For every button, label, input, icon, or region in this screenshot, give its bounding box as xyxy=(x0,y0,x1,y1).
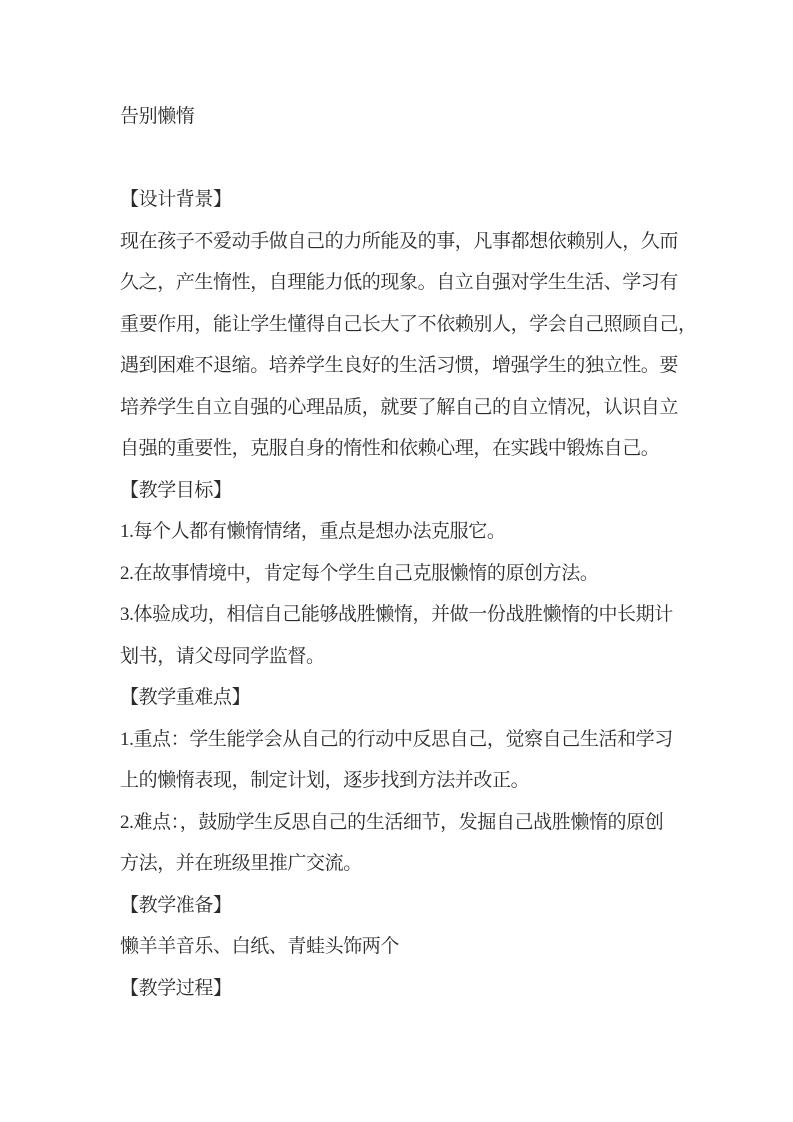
text-line: 2.难点：，鼓励学生反思自己的生活细节，发掘自己战胜懒惰的原创 xyxy=(120,811,664,833)
text-line: 现在孩子不爱动手做自己的力所能及的事，凡事都想依赖别人，久而 xyxy=(120,230,679,252)
text-line: 1.每个人都有懒惰情绪，重点是想办法克服它。 xyxy=(120,521,506,542)
text-line: 划书，请父母同学监督。 xyxy=(120,645,325,667)
text-line: 上的懒惰表现，制定计划，逐步找到方法并改正。 xyxy=(120,770,530,791)
text-line: 自强的重要性，克服自身的惰性和依赖心理，在实践中锻炼自己。 xyxy=(120,438,660,459)
document-title: 告别懒惰 xyxy=(120,106,195,127)
section-heading-key-difficulties: 【教学重难点】 xyxy=(120,687,251,708)
document-body xyxy=(120,96,697,1009)
text-line: 2.在故事情境中，肯定每个学生自己克服懒惰的原创方法。 xyxy=(120,562,599,584)
text-line: 方法，并在班级里推广交流。 xyxy=(120,853,362,874)
text-line: 遇到困难不退缩。培养学生良好的生活习惯，增强学生的独立性。要 xyxy=(120,355,679,376)
section-heading-teaching-process: 【教学过程】 xyxy=(120,977,232,999)
text-line: 久之，产生惰性，自理能力低的现象。自立自强对学生生活、学习有 xyxy=(120,272,679,293)
text-line: 培养学生自立自强的心理品质，就要了解自己的自立情况，认识自立 xyxy=(120,396,679,418)
blank-line xyxy=(120,138,678,180)
text-line: 1.重点：学生能学会从自己的行动中反思自己，觉察自己生活和学习 xyxy=(120,728,673,750)
text-line: 重要作用，能让学生懂得自己长大了不依赖别人，学会自己照顾自己， xyxy=(120,313,697,335)
section-heading-teaching-preparation: 【教学准备】 xyxy=(120,894,232,916)
text-line: 懒羊羊音乐、白纸、青蛙头饰两个 xyxy=(120,936,400,957)
section-heading-design-background: 【设计背景】 xyxy=(120,189,232,210)
text-line: 3.体验成功，相信自己能够战胜懒惰，并做一份战胜懒惰的中长期计 xyxy=(120,604,673,625)
section-heading-teaching-objectives: 【教学目标】 xyxy=(120,479,232,501)
